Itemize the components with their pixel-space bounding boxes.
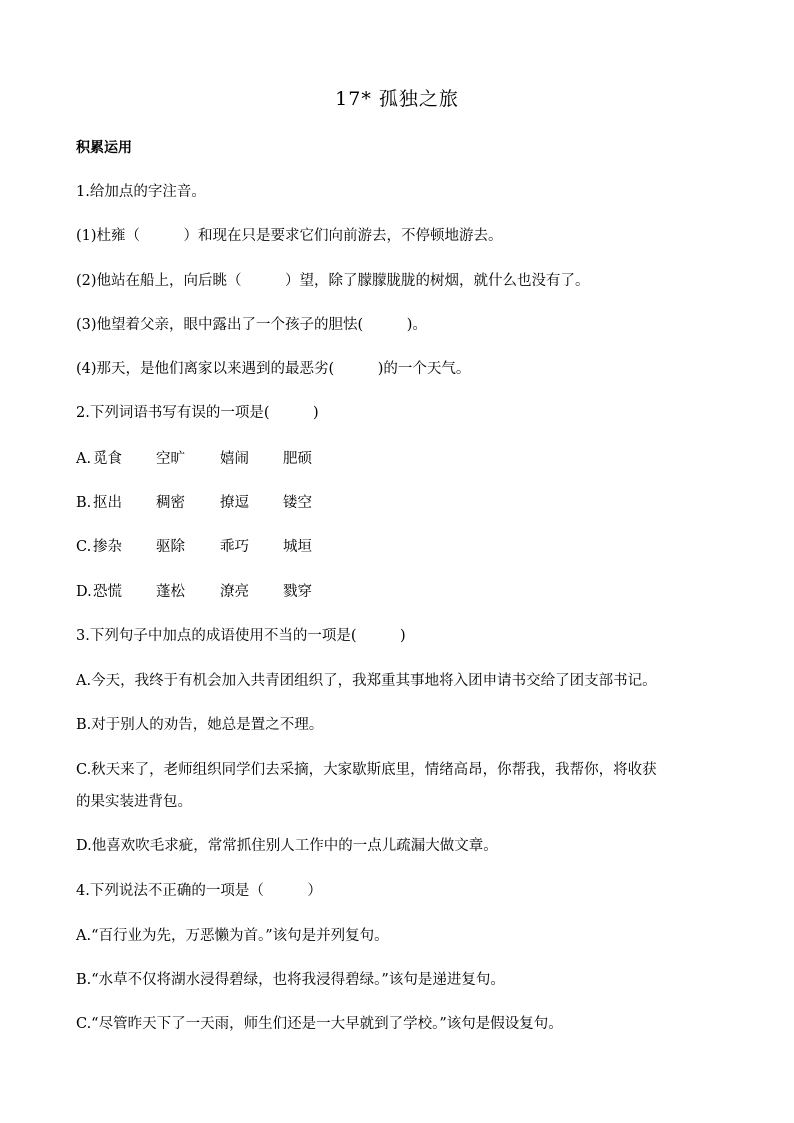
question-1-item-4: (4)那天，是他们离家以来遇到的最恶劣( )的一个天气。: [76, 361, 471, 377]
section-heading: 积累运用: [76, 140, 132, 156]
option-word: 恐慌: [93, 584, 122, 600]
option-word: 肥硕: [283, 451, 312, 467]
option-word: 城垣: [283, 539, 312, 555]
question-3-stem: 3.下列句子中加点的成语使用不当的一项是( ): [76, 628, 406, 644]
option-label: A.: [76, 451, 92, 467]
option-label: B.: [76, 495, 92, 511]
question-4-stem: 4.下列说法不正确的一项是（ ）: [76, 883, 322, 899]
option-word: 撩逗: [220, 495, 249, 511]
option-word: 觅食: [93, 451, 122, 467]
question-1-stem: 1.给加点的字注音。: [76, 184, 206, 200]
question-2-stem: 2.下列词语书写有误的一项是( ): [76, 405, 319, 421]
option-word: 蓬松: [156, 584, 185, 600]
option-word: 空旷: [156, 451, 185, 467]
question-1-item-3: (3)他望着父亲，眼中露出了一个孩子的胆怯( )。: [76, 317, 427, 333]
option-word: 驱除: [156, 539, 185, 555]
question-3-option-a: A.今天，我终于有机会加入共青团组织了，我郑重其事地将入团申请书交给了团支部书记。: [76, 673, 657, 689]
question-4-option-b: B.“水草不仅将湖水浸得碧绿，也将我浸得碧绿。”该句是递进复句。: [76, 972, 505, 988]
question-3-option-c: C.秋天来了，老师组织同学们去采摘，大家歇斯底里，情绪高昂，你帮我，我帮你，将收获: [76, 762, 657, 778]
question-3-option-c-continued: 的果实装进背包。: [76, 794, 192, 810]
option-label: D.: [76, 584, 92, 600]
option-word: 嬉闹: [220, 451, 249, 467]
option-word: 稠密: [156, 495, 185, 511]
question-4-option-a: A.“百行业为先，万恶懒为首。”该句是并列复句。: [76, 928, 389, 944]
option-word: 镂空: [283, 495, 312, 511]
question-1-item-1: (1)杜雍（ ）和现在只是要求它们向前游去，不停顿地游去。: [76, 228, 503, 244]
question-3-option-b: B.对于别人的劝告，她总是置之不理。: [76, 717, 324, 733]
option-label: C.: [76, 539, 92, 555]
option-word: 掺杂: [93, 539, 122, 555]
question-3-option-d: D.他喜欢吹毛求疵，常常抓住别人工作中的一点儿疏漏大做文章。: [76, 838, 498, 854]
question-4-option-c: C.“尽管昨天下了一天雨，师生们还是一大早就到了学校。”该句是假设复句。: [76, 1016, 563, 1032]
option-word: 抠出: [93, 495, 122, 511]
option-word: 乖巧: [220, 539, 249, 555]
question-1-item-2: (2)他站在船上，向后眺（ ）望，除了朦朦胧胧的树烟，就什么也没有了。: [76, 273, 590, 289]
option-word: 戮穿: [283, 584, 312, 600]
option-word: 潦亮: [220, 584, 249, 600]
page-title: 17* 孤独之旅: [335, 88, 459, 110]
